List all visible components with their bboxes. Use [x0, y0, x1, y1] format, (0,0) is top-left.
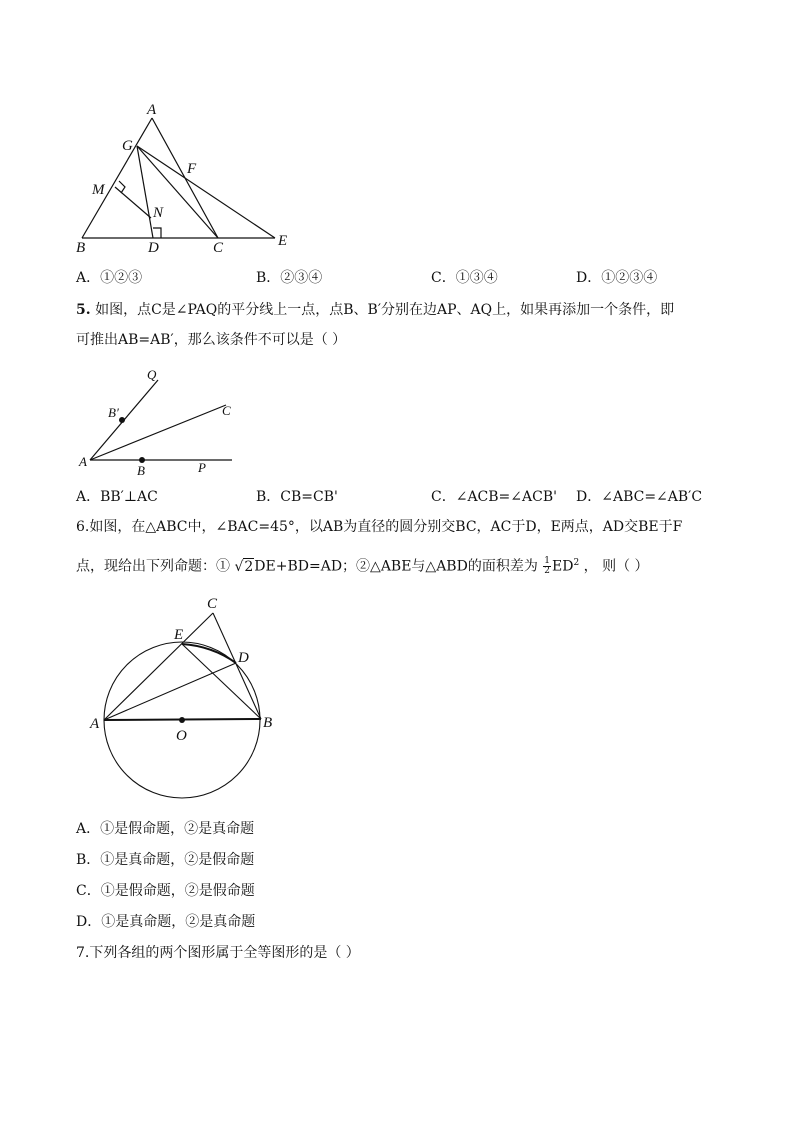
- q6-choice-c[interactable]: C．①是假命题，②是假命题: [76, 883, 255, 899]
- fraction-numerator: 1: [544, 556, 551, 567]
- seg-AD: [104, 663, 236, 720]
- q4-choice-b[interactable]: B．②③④: [256, 270, 323, 286]
- center-O: [179, 717, 185, 723]
- q6-choice-b[interactable]: B．①是真命题，②是假命题: [76, 852, 255, 868]
- q5-text-line1: [76, 300, 674, 320]
- q5-choice-a[interactable]: A．BB′⊥AC: [76, 489, 158, 505]
- q4-choice-c[interactable]: C．①③④: [431, 270, 498, 286]
- q5-choice-d[interactable]: D．∠ABC=∠AB′C: [576, 489, 703, 505]
- label-C: C: [213, 240, 224, 256]
- label-G: G: [122, 138, 133, 154]
- fraction-denominator: 2: [544, 566, 551, 577]
- label-P: P: [198, 460, 206, 475]
- q5-number: 5.: [76, 302, 91, 318]
- label-F: F: [187, 161, 197, 177]
- q6-stem-a: 点，现给出下列命题：①: [76, 558, 230, 575]
- q4-choice-d[interactable]: D．①②③④: [576, 270, 658, 286]
- label-O: O: [176, 728, 187, 744]
- label-D: D: [238, 650, 249, 666]
- right-angle-D: [153, 228, 161, 238]
- seg-AC: [104, 613, 213, 720]
- q5-choice-c[interactable]: C．∠ACB=∠ACB': [431, 489, 557, 505]
- point-B-prime: [119, 417, 125, 423]
- sqrt-symbol: √2: [234, 558, 254, 575]
- q4-choice-a[interactable]: A．①②③: [76, 270, 143, 286]
- label-D: D: [148, 240, 159, 256]
- label-C: C: [207, 596, 218, 612]
- seg-AB: [82, 118, 152, 238]
- q6-text-line1: 6.如图，在△ABC中，∠BAC=45°，以AB为直径的圆分别交BC，AC于D，E两点，AD交BE于F: [76, 519, 683, 535]
- q6-choice-d[interactable]: D．①是真命题，②是真命题: [76, 914, 256, 930]
- q5-choice-b[interactable]: B．CB=CB': [256, 489, 338, 505]
- seg-GD: [137, 146, 153, 238]
- label-B-prime: B′: [108, 405, 119, 420]
- seg-MN: [115, 187, 151, 218]
- label-A: A: [147, 102, 157, 118]
- label-A: A: [90, 716, 100, 732]
- label-E: E: [278, 233, 288, 249]
- q5-text-line2: 可推出AB=AB′，那么该条件不可以是（ ）: [76, 332, 347, 348]
- label-B: B: [263, 715, 273, 731]
- seg-CB: [213, 613, 261, 719]
- sqrt-arg: 2: [244, 558, 254, 575]
- q6-stem-b: DE+BD=AD；②△ABE与△ABD的面积差为: [254, 558, 538, 575]
- label-C: C: [222, 403, 231, 418]
- label-Q: Q: [147, 367, 157, 382]
- label-E: E: [174, 627, 184, 643]
- label-N: N: [153, 205, 164, 221]
- q7-text: 7.下列各组的两个图形属于全等图形的是（ ）: [76, 945, 360, 961]
- q6-choice-a[interactable]: A．①是假命题，②是真命题: [76, 821, 255, 837]
- figure-1-triangle: [70, 100, 310, 260]
- label-A: A: [79, 454, 87, 469]
- label-M: M: [92, 182, 105, 198]
- figure-2-angle: [70, 365, 250, 480]
- superscript: 2: [573, 558, 580, 568]
- q5-stem-1: 如图，点C是∠PAQ的平分线上一点，点B、B′分别在边AP、AQ上，如果再添加一个条件，即: [95, 302, 675, 318]
- label-B: B: [76, 240, 86, 256]
- figure-3-circle: [80, 590, 290, 800]
- fraction-half: [543, 557, 551, 576]
- q6-stem-c: ED: [552, 558, 574, 575]
- q6-stem-d: ， 则（ ）: [583, 558, 649, 575]
- q6-text-line2: [76, 553, 649, 577]
- label-B: B: [137, 463, 145, 478]
